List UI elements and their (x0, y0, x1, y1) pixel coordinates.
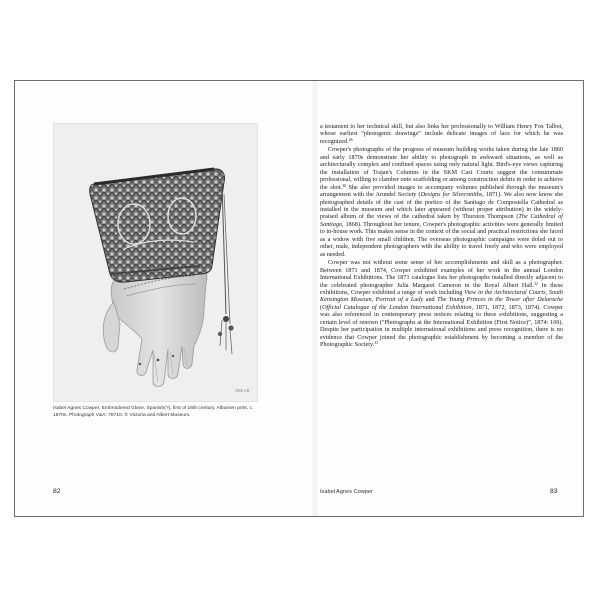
paragraph-1: a testament to her technical skill, but also links her professionally to William Henry Fox Talbot, whose earliest “photogenic drawings” include delicate images of lace for which he was recognized.$^{26}$ (320, 123, 563, 145)
paragraph-3: Cowper was not without some sense of her accomplishments and skill as a photographer. Between 1871 and 1874, Cowper exhibited examples of her work in the annual London International Exhibitions. The 1871 catalogue lists her photographs installed directly adjacent to the celebrated photographer Julia Margaret Cameron in the Royal Albert Hall.$^{32}$ In these exhibitions, Cowper exhibited a range of work including View in the Architectural Courts, South Kensington Museum, Portrait of a Lady and The Young Princes in the Tower after Delaroche (Official Catalogue of the London International Exhibition, 1871, 1872, 1873, 1874). Cowper was also referenced in contemporary press notices relating to these exhibitions, suggesting a certain level of renown (“Photographs at the International Exhibition (First Notice)”, 1874: 169). Despite her participation in multiple international exhibitions and press recognition, there is no evidence that Cowper joined the photographic establishment by becoming a member of the Photographic Society.$^{33}$ (320, 259, 564, 349)
footnote-marker: 26 (348, 137, 353, 142)
running-head: Isabel Agnes Cowper (320, 489, 373, 495)
photograph-signature: 1856 CB (234, 388, 249, 393)
body-text (320, 123, 563, 349)
embroidered-glove-image (54, 124, 257, 401)
figure-caption (53, 405, 263, 419)
book-gutter (311, 81, 319, 516)
page-number-right: 83 (550, 488, 558, 495)
footnote-marker: 33 (374, 341, 379, 346)
glove-photograph (53, 123, 258, 402)
page-number-left: 82 (53, 488, 61, 495)
paragraph-2: Cowper's photographs of the progress of museum building works taken during the late 1860 and early 1870s demonstrate her ability to photograph in awkward situations, as well as architecturally complex and confined spaces using only natural light. Bird's-eye views capturing the installation of Trajan's Columns in the SKM Cast Courts suggest the consummate professional, willing to clamber onto scaffolding or among construction debris in order to achieve the shot.$^{30}$ She also provided images to accompany volumes published through the museum's arrangement with the Arundel Society (Designs for Silversmiths, 1871). We also now know she photographed details of the cast of the portico of the Santiago de Compostella Cathedral as installed in the museum and which later appeared (without proper attribution) in the widely-praised album of the views of the cathedral taken by Thurston Thompson (The Cathedral of Santiago, 1868). Throughout her tenure, Cowper's photographic activities were generally limited to in-house work. This makes sense in the context of the social and practical restrictions she faced as a widow with five small children. The overseas photographic campaigns were doled out to other, male, independent photographers with the ability to travel freely and who were employed as needed. (320, 146, 563, 258)
footnote-marker: 30 (342, 183, 346, 188)
book-spread (14, 80, 584, 517)
figure-caption-text: Isabel Agnes Cowper, Embroidered Glove, Spanish(?), first of 16th century. Albumen print, c. 1870s. Photograph V&A: 78710. © Victoria and Albert Museum. (53, 406, 254, 419)
footnote-marker: 32 (534, 281, 538, 286)
